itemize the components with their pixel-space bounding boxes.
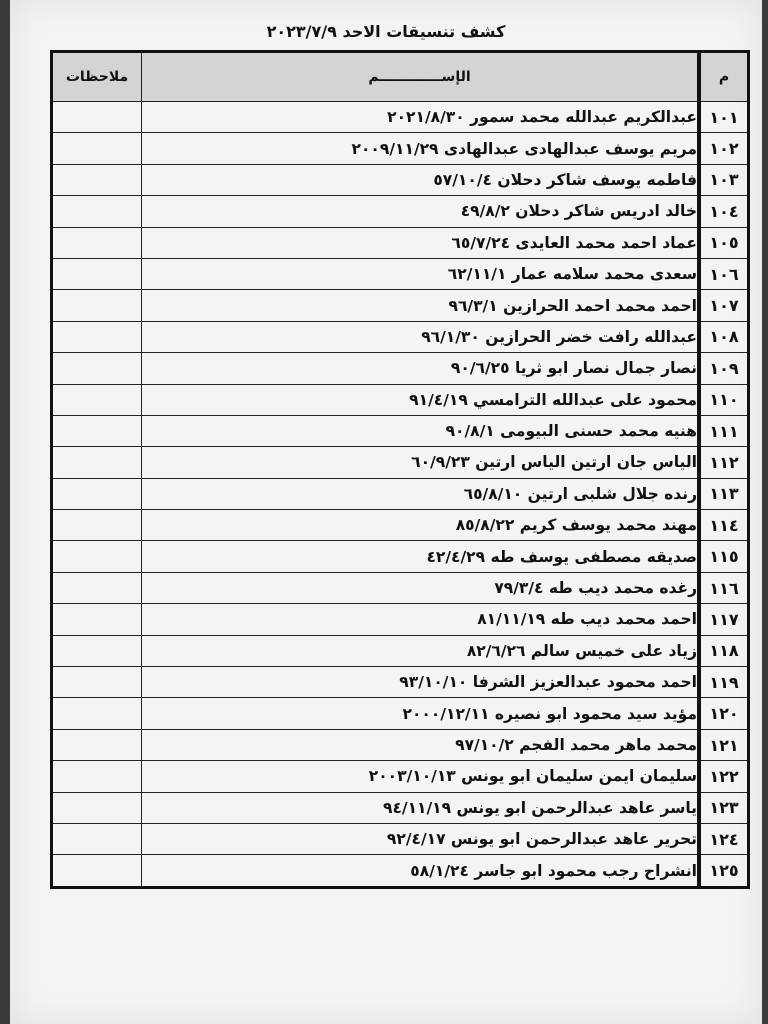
- person-name-and-date: عبدالكريم عبدالله محمد سمور ٢٠٢١/٨/٣٠: [142, 102, 700, 133]
- table-row: [52, 321, 749, 352]
- table-row: [52, 635, 749, 666]
- notes-cell: [52, 635, 142, 666]
- person-name-and-date: عماد احمد محمد العايدى ٦٥/٧/٢٤: [142, 227, 700, 258]
- row-number: ١١٢: [699, 447, 749, 478]
- person-name-and-date: سعدى محمد سلامه عمار ٦٢/١١/١: [142, 258, 700, 289]
- row-number: ١٠٤: [699, 196, 749, 227]
- notes-cell: [52, 541, 142, 572]
- notes-cell: [52, 478, 142, 509]
- document-page: [10, 0, 762, 1024]
- person-name-and-date: محمد ماهر محمد الفجم ٩٧/١٠/٢: [142, 729, 700, 760]
- page-title: كشف تنسيقات الاحد ٢٠٢٣/٧/٩: [266, 22, 506, 41]
- row-number: ١٢٣: [699, 792, 749, 823]
- table-row: [52, 698, 749, 729]
- table-row: [52, 447, 749, 478]
- notes-cell: [52, 667, 142, 698]
- row-number: ١١٣: [699, 478, 749, 509]
- person-name-and-date: انشراح رجب محمود ابو جاسر ٥٨/١/٢٤: [142, 855, 700, 887]
- row-number: ١٠١: [699, 102, 749, 133]
- row-number: ١١٩: [699, 667, 749, 698]
- table-row: [52, 572, 749, 603]
- notes-cell: [52, 855, 142, 887]
- notes-cell: [52, 290, 142, 321]
- row-number: ١٢٥: [699, 855, 749, 887]
- row-number: ١٠٢: [699, 133, 749, 164]
- table-row: [52, 478, 749, 509]
- table-row: [52, 133, 749, 164]
- notes-cell: [52, 729, 142, 760]
- row-number: ١٢٠: [699, 698, 749, 729]
- row-number: ١٢٤: [699, 823, 749, 854]
- row-number: ١١٧: [699, 604, 749, 635]
- row-number: ١١٥: [699, 541, 749, 572]
- notes-cell: [52, 447, 142, 478]
- table-row: [52, 667, 749, 698]
- row-number: ١١١: [699, 415, 749, 446]
- row-number: ١١٦: [699, 572, 749, 603]
- row-number: ١٠٣: [699, 164, 749, 195]
- row-number: ١٠٦: [699, 258, 749, 289]
- row-number: ١١٤: [699, 510, 749, 541]
- table-row: [52, 604, 749, 635]
- row-number: ١٢٢: [699, 761, 749, 792]
- table-header-row: [52, 52, 749, 102]
- person-name-and-date: رنده جلال شلبى ارتين ٦٥/٨/١٠: [142, 478, 700, 509]
- person-name-and-date: محمود على عبدالله الترامسي ٩١/٤/١٩: [142, 384, 700, 415]
- table-row: [52, 353, 749, 384]
- person-name-and-date: تحرير عاهد عبدالرحمن ابو يونس ٩٢/٤/١٧: [142, 823, 700, 854]
- row-number: ١٠٧: [699, 290, 749, 321]
- notes-cell: [52, 572, 142, 603]
- notes-cell: [52, 761, 142, 792]
- table-row: [52, 729, 749, 760]
- person-name-and-date: عبدالله رافت خضر الحرازين ٩٦/١/٣٠: [142, 321, 700, 352]
- person-name-and-date: خالد ادريس شاكر دحلان ٤٩/٨/٢: [142, 196, 700, 227]
- notes-cell: [52, 196, 142, 227]
- notes-cell: [52, 164, 142, 195]
- notes-cell: [52, 102, 142, 133]
- person-name-and-date: احمد محمد احمد الحرازين ٩٦/٣/١: [142, 290, 700, 321]
- person-name-and-date: صديقه مصطفى يوسف طه ٤٢/٤/٢٩: [142, 541, 700, 572]
- person-name-and-date: احمد محمد ديب طه ٨١/١١/١٩: [142, 604, 700, 635]
- table-row: [52, 102, 749, 133]
- notes-cell: [52, 604, 142, 635]
- row-number: ١١٨: [699, 635, 749, 666]
- table-row: [52, 855, 749, 887]
- notes-cell: [52, 415, 142, 446]
- notes-cell: [52, 133, 142, 164]
- notes-cell: [52, 384, 142, 415]
- notes-cell: [52, 353, 142, 384]
- person-name-and-date: سليمان ايمن سليمان ابو يونس ٢٠٠٣/١٠/١٣: [142, 761, 700, 792]
- table-row: [52, 792, 749, 823]
- person-name-and-date: مريم يوسف عبدالهادى عبدالهادى ٢٠٠٩/١١/٢٩: [142, 133, 700, 164]
- table-row: [52, 415, 749, 446]
- person-name-and-date: رغده محمد ديب طه ٧٩/٣/٤: [142, 572, 700, 603]
- notes-cell: [52, 823, 142, 854]
- table-row: [52, 290, 749, 321]
- row-number: ١٠٨: [699, 321, 749, 352]
- table-row: [52, 823, 749, 854]
- table-row: [52, 510, 749, 541]
- notes-cell: [52, 510, 142, 541]
- row-number: ١٠٩: [699, 353, 749, 384]
- notes-cell: [52, 258, 142, 289]
- table-row: [52, 196, 749, 227]
- notes-cell: [52, 698, 142, 729]
- column-header-name: الإســـــــــــــم: [142, 52, 700, 102]
- person-name-and-date: مهند محمد يوسف كريم ٨٥/٨/٢٢: [142, 510, 700, 541]
- notes-cell: [52, 792, 142, 823]
- table-row: [52, 258, 749, 289]
- table-row: [52, 164, 749, 195]
- column-header-notes: ملاحظات: [52, 52, 142, 102]
- person-name-and-date: فاطمه يوسف شاكر دحلان ٥٧/١٠/٤: [142, 164, 700, 195]
- person-name-and-date: الياس جان ارتين الياس ارتين ٦٠/٩/٢٣: [142, 447, 700, 478]
- person-name-and-date: ياسر عاهد عبدالرحمن ابو يونس ٩٤/١١/١٩: [142, 792, 700, 823]
- row-number: ١٠٥: [699, 227, 749, 258]
- notes-cell: [52, 227, 142, 258]
- names-table: [50, 50, 750, 889]
- table-row: [52, 227, 749, 258]
- person-name-and-date: هنيه محمد حسنى البيومى ٩٠/٨/١: [142, 415, 700, 446]
- row-number: ١٢١: [699, 729, 749, 760]
- table-row: [52, 384, 749, 415]
- row-number: ١١٠: [699, 384, 749, 415]
- table-row: [52, 541, 749, 572]
- person-name-and-date: نصار جمال نصار ابو ثريا ٩٠/٦/٢٥: [142, 353, 700, 384]
- column-header-number: م: [699, 52, 749, 102]
- table-row: [52, 761, 749, 792]
- person-name-and-date: احمد محمود عبدالعزيز الشرفا ٩٣/١٠/١٠: [142, 667, 700, 698]
- notes-cell: [52, 321, 142, 352]
- person-name-and-date: زياد على خميس سالم ٨٢/٦/٢٦: [142, 635, 700, 666]
- person-name-and-date: مؤيد سيد محمود ابو نصيره ٢٠٠٠/١٢/١١: [142, 698, 700, 729]
